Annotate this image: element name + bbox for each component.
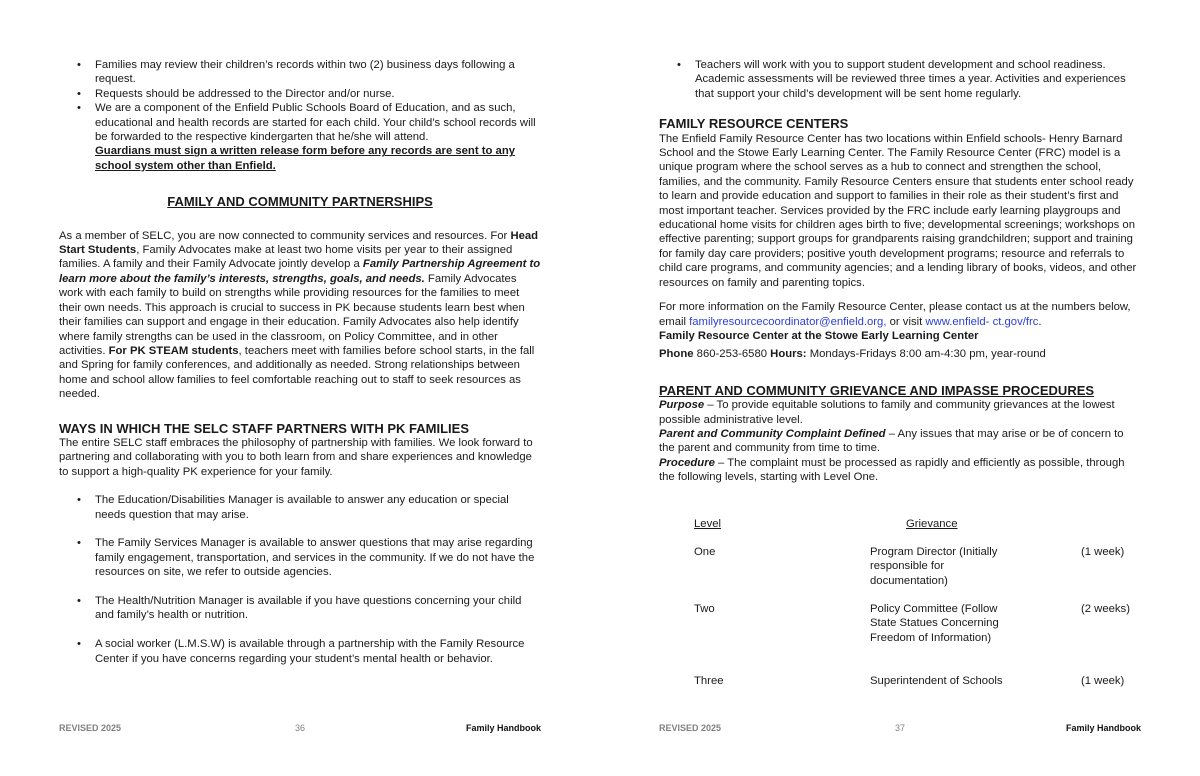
complaint-label: Parent and Community Complaint Defined — [659, 427, 886, 440]
staff-partners-intro: The entire SELC staff embraces the philosophy of partnership with families. We look forward to partnering and collaborating with you to both learn from and share experiences and knowledge to support a high-quality PK experience for your family. — [59, 436, 533, 478]
header-level: Level — [694, 518, 722, 530]
list-item: • Teachers will work with you to support student development and school readiness. Academic assessments will be reviewed three times a year. Activities and experiences that support your child’s development will be sent home regularly. — [695, 58, 1141, 101]
page-number: 37 — [895, 723, 906, 733]
list-item: • A social worker (L.M.S.W) is available through a partnership with the Family Resource Center if you have concerns regarding your student’s mental health or behavior. — [95, 637, 541, 666]
section-heading-grievance: PARENT AND COMMUNITY GRIEVANCE AND IMPASSE PROCEDURES — [659, 382, 1095, 398]
text: – Any issues that may arise or be of concern to the parent and community from time to time. — [659, 427, 1124, 455]
purpose-label: Purpose — [659, 399, 705, 412]
frc-location: Family Resource Center at the Stowe Early Learning Center — [659, 329, 979, 342]
section-heading-staff-partners: WAYS IN WHICH THE SELC STAFF PARTNERS WITH PK FAMILIES — [59, 420, 469, 436]
frc-paragraph: The Enfield Family Resource Center has two locations within Enfield schools- Henry Barnard School and the Stowe Early Learning Center. The Family Resource Center (FRC) model is a unique program where the school serves as a hub to connect and strengthen the school, families, and the community. Family Resource Centers ensure that students enter school ready to learn and provide education and support to families in their role as their student’s first and most important teacher. Services provided by the FRC include early learning playgroups and educational home visits for children ages birth to five; developmental screenings; workshops on effective parenting; support groups for grandparents raising grandchildren; support and training for family day care providers; positive youth development programs; resource and referrals to child care programs, and community agencies; and a lending library of books, videos, and other resources on family and parenting topics. — [659, 132, 1137, 289]
grievance-purpose — [659, 398, 1141, 427]
hours-value: Mondays-Fridays 8:00 am-4:30 pm, year-round — [806, 348, 1046, 361]
page-37 — [600, 0, 1200, 776]
text: or visit — [886, 315, 926, 328]
frc-contact-paragraph — [659, 300, 1141, 329]
staff-bullet-list — [59, 493, 541, 666]
list-item: • The Health/Nutrition Manager is available if you have questions concerning your child and family’s health or nutrition. — [95, 594, 541, 623]
grievance-table — [694, 517, 1134, 694]
level-cell: Two — [694, 603, 715, 615]
section-heading-frc: FAMILY RESOURCE CENTERS — [659, 116, 849, 132]
list-item — [95, 101, 541, 173]
grievance-cell: Policy Committee (Follow State Statues Concerning Freedom of Information) — [870, 603, 999, 644]
list-item: • Families may review their children’s records within two (2) business days following a request. — [95, 58, 541, 87]
website-link[interactable]: www.enfield- ct.gov/frc — [925, 315, 1039, 328]
partnership-agreement-emphasis: Family Partnership Agreement to learn more about the family’s interests, strengths, goals, and needs. — [59, 258, 541, 285]
page-footer — [59, 723, 541, 737]
frc-phone-hours — [659, 347, 1141, 361]
text: – To provide equitable solutions to family and community grievances at the lowest possible administrative level. — [659, 399, 1115, 426]
text: Family Advocates work with each family to build on strengths while providing resources for the families to meet their own needs. This approach is crucial to success in PK because students learn best when their families can support and engage in their education. Family Advocates also help identify where family strengths can be used in the classroom, on Policy Committee, and in other activities. — [59, 272, 525, 357]
list-item: • The Family Services Manager is available to answer questions that may arise regarding family engagement, transportation, and services in the community. If we do not have the resources on site, we refer to outside agencies. — [95, 536, 541, 579]
header-grievance: Grievance — [906, 518, 958, 530]
page-number: 36 — [295, 723, 306, 733]
revised-label: REVISED 2025 — [659, 723, 722, 733]
page-36-content — [59, 58, 541, 680]
page-37-content — [659, 58, 1141, 687]
page-footer — [659, 723, 1141, 737]
text: As a member of SELC, you are now connected to community services and resources. For — [59, 229, 511, 242]
procedure-label: Procedure — [659, 456, 715, 469]
teachers-bullet-list — [659, 58, 1141, 101]
head-start-label: Head Start Students — [59, 229, 539, 257]
grievance-cell: Program Director (Initially responsible for documentation) — [870, 546, 998, 587]
grievance-procedure — [659, 456, 1141, 485]
table-row — [694, 602, 1134, 674]
text: – The complaint must be processed as rapidly and efficiently as possible, through the following levels, starting with Level One. — [659, 456, 1125, 484]
table-row — [694, 674, 1134, 694]
table-row — [694, 545, 1134, 602]
text: , teachers meet with families before school starts, in the fall and Spring for family conferences, and additionally as needed. Strong relationships between home and school allow families to feel comfortable reaching out to staff to seek resources as needed. — [59, 344, 535, 401]
phone-label: Phone — [659, 348, 694, 361]
time-cell: (1 week) — [1081, 675, 1125, 687]
section-heading-partnerships: FAMILY AND COMMUNITY PARTNERSHIPS — [167, 194, 433, 210]
revised-label: REVISED 2025 — [59, 723, 122, 733]
text: For more information on the Family Resource Center, please contact us at the numbers below, email — [659, 301, 1131, 328]
text: . — [1038, 315, 1042, 328]
text: , Family Advocates make at least two home visits per year to their assigned families. A family and their Family Advocate jointly develop a — [59, 244, 513, 271]
list-item: • Requests should be addressed to the Director and/or nurse. — [95, 87, 541, 101]
phone-number: 860-253-6580 — [693, 348, 771, 361]
pk-steam-label: For PK STEAM students — [108, 344, 239, 357]
hours-label: Hours: — [770, 348, 807, 361]
table-header-row — [694, 517, 1134, 545]
time-cell: (2 weeks) — [1081, 603, 1130, 615]
records-bullet-list — [59, 58, 541, 173]
list-item: • The Education/Disabilities Manager is available to answer any education or special needs question that may arise. — [95, 493, 541, 522]
list-item-text: We are a component of the Enfield Public Schools Board of Education, and as such, educational and health records are started for each child. Your child’s school records will be forwarded to the respective kindergarten that he/she will attend. — [95, 102, 536, 144]
email-link[interactable]: familyresourcecoordinator@enfield.org, — [689, 315, 887, 328]
partnerships-paragraph — [59, 229, 541, 402]
level-cell: Three — [694, 675, 724, 687]
grievance-complaint — [659, 427, 1141, 456]
release-form-notice: Guardians must sign a written release form before any records are sent to any school system other than Enfield. — [95, 145, 516, 172]
time-cell: (1 week) — [1081, 546, 1125, 558]
handbook-title: Family Handbook — [1065, 723, 1141, 733]
level-cell: One — [694, 546, 716, 558]
grievance-cell: Superintendent of Schools — [870, 675, 1003, 687]
handbook-title: Family Handbook — [465, 723, 541, 733]
